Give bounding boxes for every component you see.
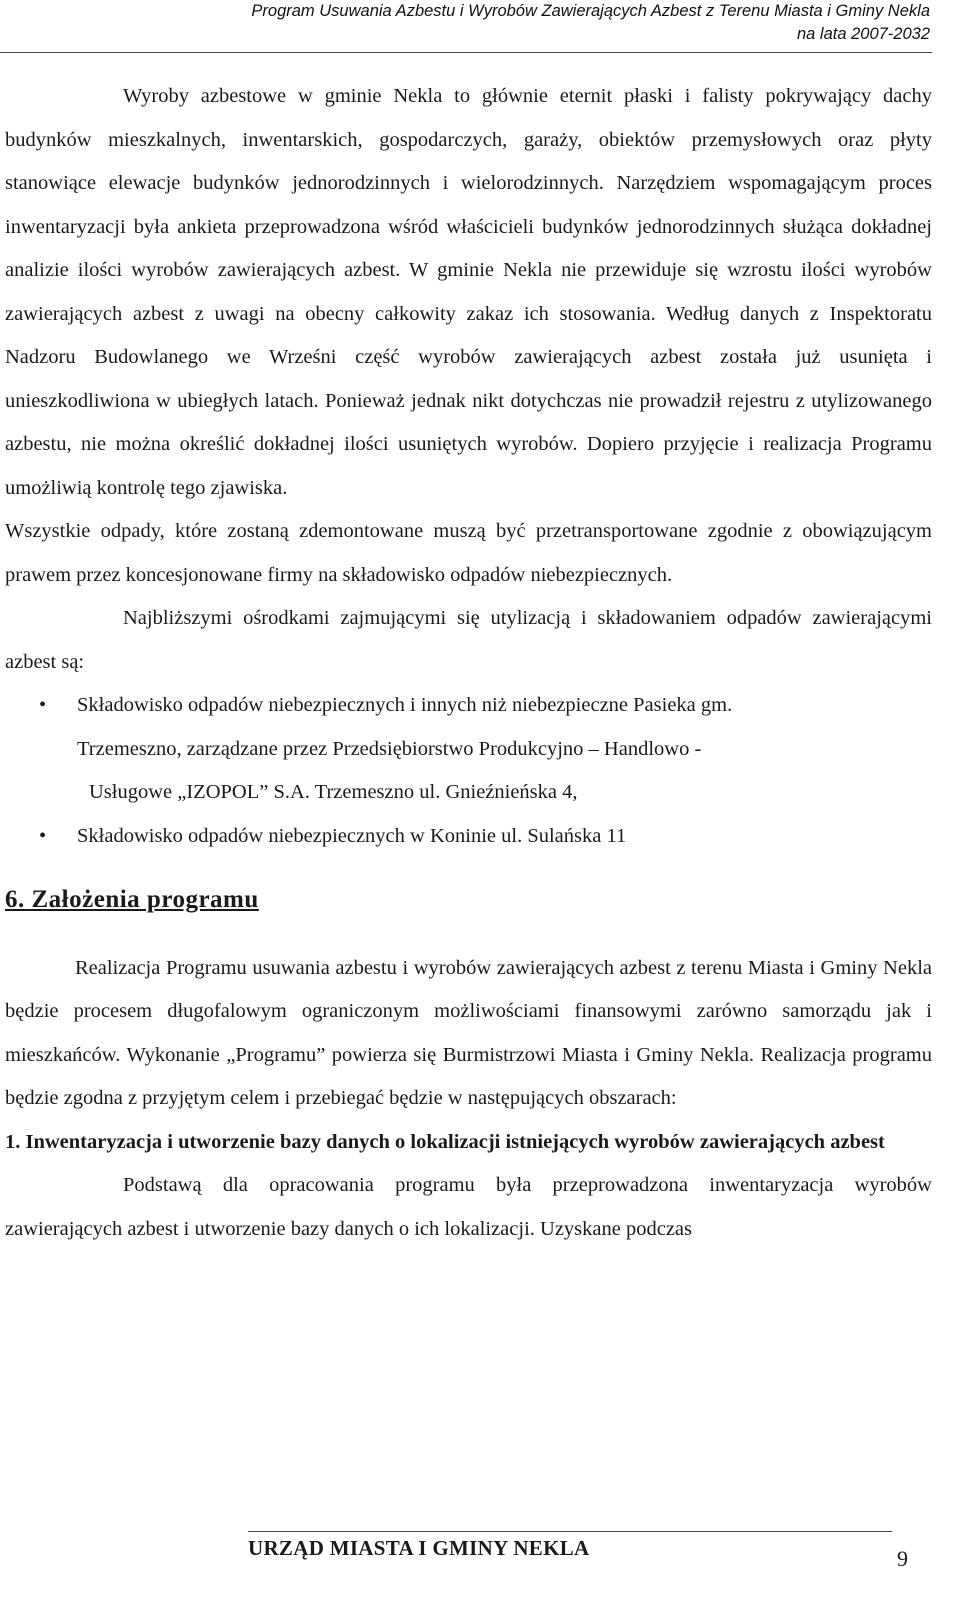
footer-divider (248, 1531, 892, 1532)
paragraph-disposal-sites-intro: Najbliższymi ośrodkami zajmującymi się utylizacją i składowaniem odpadów zawierającymi azbest są: (5, 607, 932, 673)
subsection-heading: 1. Inwentaryzacja i utworzenie bazy danych o lokalizacji istniejących wyrobów zawierających azbest (5, 1130, 885, 1153)
list-item (5, 684, 932, 815)
bullet-icon: • (39, 824, 47, 847)
paragraph-inventory: Podstawą dla opracowania programu była przeprowadzona inwentaryzacja wyrobów zawierających azbest i utworzenie bazy danych o ich lokalizacji. Uzyskane podczas (5, 1174, 932, 1240)
document-body (5, 75, 932, 1251)
section-heading: 6. Założenia programu (5, 886, 259, 913)
header-title: Program Usuwania Azbestu i Wyrobów Zawierających Azbest z Terenu Miasta i Gminy Nekla (251, 2, 930, 20)
paragraph-asbestos-products: Wyroby azbestowe w gminie Nekla to głównie eternit płaski i falisty pokrywający dachy budynków mieszkalnych, inwentarskich, gospodarczych, garaży, obiektów przemysłowych oraz płyty stanowiące elewacje budynków jednorodzinnych i wielorodzinnych. Narzędziem wspomagającym proces inwentaryzacji była ankieta przeprowadzona wśród właścicieli budynków jednorodzinnych służąca dokładnej analizie ilości wyrobów zawierających azbest. W gminie Nekla nie przewiduje się wzrostu ilości wyrobów zawierających azbest z uwagi na obecny całkowity zakaz ich stosowania. Według danych z Inspektoratu Nadzoru Budowlanego we Wrześni część wyrobów zawierających azbest została już usunięta i unieszkodliwiona w ubiegłych latach. Ponieważ jednak nikt dotychczas nie prowadził rejestru z utylizowanego azbestu, nie można określić dokładnej ilości usuniętych wyrobów. Dopiero przyjęcie i realizacja Programu umożliwią kontrolę tego zjawiska. (5, 85, 932, 499)
list-item (5, 815, 932, 859)
list-item-line: Trzemeszno, zarządzane przez Przedsiębiorstwo Produkcyjno – Handlowo - (77, 737, 702, 760)
header-years: na lata 2007-2032 (796, 25, 930, 43)
disposal-sites-list (5, 684, 932, 858)
page-number: 9 (897, 1546, 908, 1571)
footer-office-name: URZĄD MIASTA I GMINY NEKLA (248, 1536, 590, 1560)
list-item-line: Składowisko odpadów niebezpiecznych i innych niż niebezpieczne Pasieka gm. (77, 694, 733, 716)
paragraph-waste-transport: Wszystkie odpady, które zostaną zdemontowane muszą być przetransportowane zgodnie z obowiązującym prawem przez koncesjonowane firmy na składowisko odpadów niebezpiecznych. (5, 520, 932, 586)
bullet-icon: • (39, 694, 47, 716)
page-header (251, 0, 930, 46)
list-item-line: Składowisko odpadów niebezpiecznych w Koninie ul. Sulańska 11 (77, 824, 627, 847)
paragraph-program-assumptions: Realizacja Programu usuwania azbestu i wyrobów zawierających azbest z terenu Miasta i Gminy Nekla będzie procesem długofalowym ograniczonym możliwościami finansowymi zarówno samorządu jak i mieszkańców. Wykonanie „Programu” powierza się Burmistrzowi Miasta i Gminy Nekla. Realizacja programu będzie zgodna z przyjętym celem i przebiegać będzie w następujących obszarach: (5, 956, 932, 1109)
list-item-line: Usługowe „IZOPOL” S.A. Trzemeszno ul. Gnieźnieńska 4, (89, 781, 578, 803)
header-divider (0, 52, 932, 53)
